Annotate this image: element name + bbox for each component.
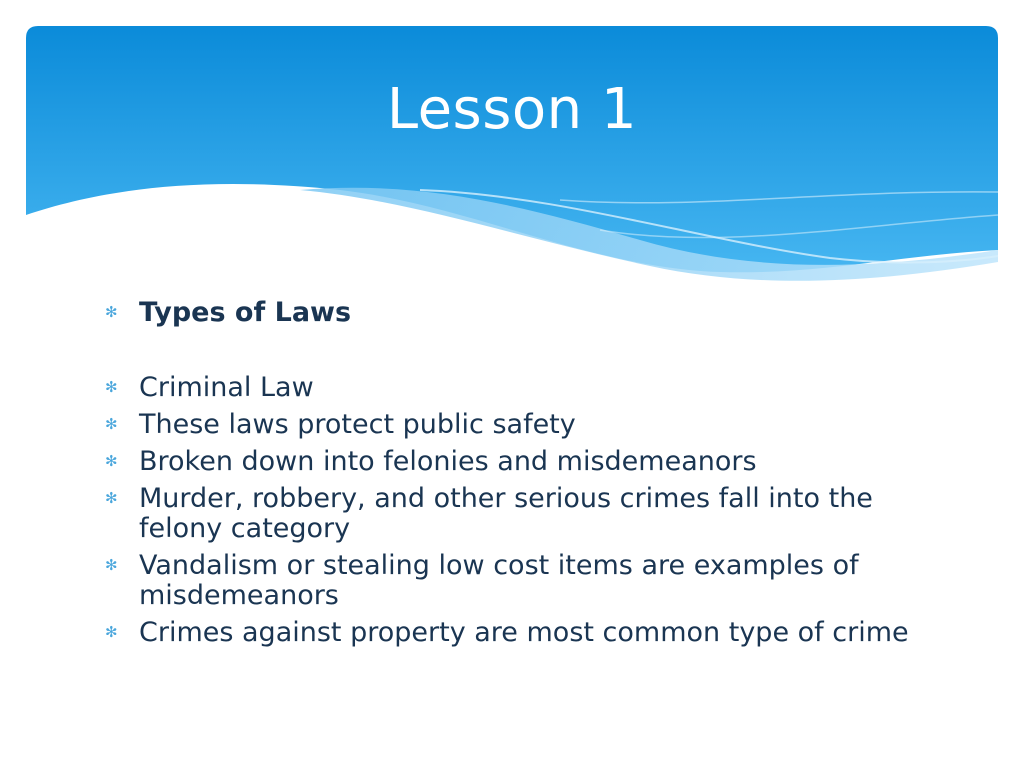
bullet-list bbox=[105, 298, 925, 655]
bullet-text: Vandalism or stealing low cost items are examples of misdemeanors bbox=[139, 550, 859, 611]
bullet-text: Crimes against property are most common type of crime bbox=[139, 617, 909, 648]
asterisk-bullet-icon: ✻ bbox=[105, 303, 118, 321]
bullet-text: Criminal Law bbox=[139, 372, 314, 403]
asterisk-bullet-icon: ✻ bbox=[105, 452, 118, 470]
asterisk-bullet-icon: ✻ bbox=[105, 556, 118, 574]
asterisk-bullet-icon: ✻ bbox=[105, 415, 118, 433]
list-item bbox=[105, 484, 925, 544]
list-item bbox=[105, 551, 925, 611]
list-item bbox=[105, 298, 925, 328]
list-item bbox=[105, 447, 925, 477]
slide-title: Lesson 1 bbox=[386, 77, 638, 142]
bullet-text: Broken down into felonies and misdemeanors bbox=[139, 446, 757, 477]
asterisk-bullet-icon: ✻ bbox=[105, 489, 118, 507]
list-item bbox=[105, 373, 925, 403]
bullet-text: These laws protect public safety bbox=[139, 409, 576, 440]
list-item bbox=[105, 410, 925, 440]
asterisk-bullet-icon: ✻ bbox=[105, 378, 118, 396]
bullet-text: Murder, robbery, and other serious crimes fall into the felony category bbox=[139, 483, 873, 544]
bullet-text: Types of Laws bbox=[139, 297, 352, 328]
list-item bbox=[105, 618, 925, 648]
header-wave-banner bbox=[0, 0, 1024, 300]
asterisk-bullet-icon: ✻ bbox=[105, 623, 118, 641]
